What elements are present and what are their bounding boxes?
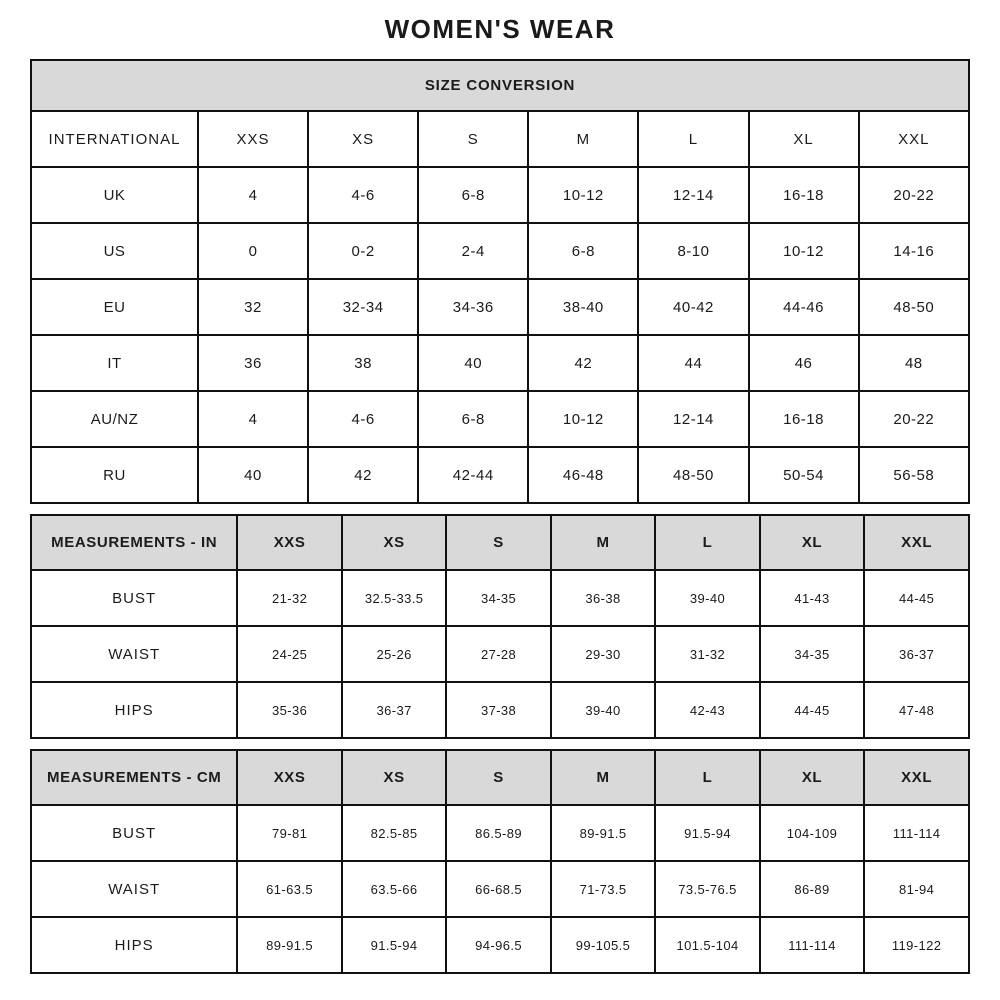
table-cell: 46-48 (528, 447, 638, 503)
table-header-row (31, 515, 969, 570)
table-cell: 16-18 (749, 391, 859, 447)
table-cell: 48 (859, 335, 969, 391)
row-label: HIPS (31, 917, 237, 973)
column-header-m: M (551, 515, 655, 570)
column-header-xxs: XXS (237, 750, 341, 805)
table-cell: 111-114 (864, 805, 969, 861)
table-cell: 39-40 (551, 682, 655, 738)
table-cell: 27-28 (446, 626, 550, 682)
table-row-waist-cm (31, 861, 969, 917)
table-cell: 6-8 (418, 167, 528, 223)
row-label: UK (31, 167, 198, 223)
table-cell: 99-105.5 (551, 917, 655, 973)
table-cell: 73.5-76.5 (655, 861, 759, 917)
table-cell: 94-96.5 (446, 917, 550, 973)
table-cell: 81-94 (864, 861, 969, 917)
column-header-xxs: XXS (237, 515, 341, 570)
table-cell: 91.5-94 (655, 805, 759, 861)
table-cell: 12-14 (638, 391, 748, 447)
table-band-row (31, 60, 969, 111)
table-row-it (31, 335, 969, 391)
table-cell: 38 (308, 335, 418, 391)
table-row-hips-cm (31, 917, 969, 973)
column-header-xxl: XXL (864, 750, 969, 805)
table-row-hips-in (31, 682, 969, 738)
table-cell: 34-36 (418, 279, 528, 335)
table-cell: 0-2 (308, 223, 418, 279)
size-conversion-table (30, 59, 970, 504)
table-cell: 82.5-85 (342, 805, 446, 861)
column-header-international: INTERNATIONAL (31, 111, 198, 167)
table-cell: 36-37 (864, 626, 969, 682)
table-cell: 111-114 (760, 917, 864, 973)
table-cell: 29-30 (551, 626, 655, 682)
table-cell: 91.5-94 (342, 917, 446, 973)
page-title: WOMEN'S WEAR (384, 14, 616, 44)
table-cell: 40-42 (638, 279, 748, 335)
table-cell: 25-26 (342, 626, 446, 682)
column-header-xl: XL (749, 111, 859, 167)
table-cell: 12-14 (638, 167, 748, 223)
table-cell: 89-91.5 (237, 917, 341, 973)
table-cell: 86-89 (760, 861, 864, 917)
table-cell: 41-43 (760, 570, 864, 626)
column-header-l: L (655, 750, 759, 805)
table-cell: 119-122 (864, 917, 969, 973)
table-cell: 16-18 (749, 167, 859, 223)
column-header-xs: XS (308, 111, 418, 167)
table-cell: 66-68.5 (446, 861, 550, 917)
table-row-bust-cm (31, 805, 969, 861)
table-cell: 4-6 (308, 167, 418, 223)
row-label: WAIST (31, 626, 237, 682)
row-label: BUST (31, 570, 237, 626)
table-row-ru (31, 447, 969, 503)
table-cell: 42-44 (418, 447, 528, 503)
table-cell: 35-36 (237, 682, 341, 738)
table-cell: 4 (198, 167, 308, 223)
table-cell: 6-8 (528, 223, 638, 279)
table-row-uk (31, 167, 969, 223)
row-label: EU (31, 279, 198, 335)
table-row-bust-in (31, 570, 969, 626)
column-header-m: M (551, 750, 655, 805)
table-cell: 10-12 (528, 391, 638, 447)
table-cell: 101.5-104 (655, 917, 759, 973)
table-row-waist-in (31, 626, 969, 682)
table-cell: 20-22 (859, 391, 969, 447)
row-label: US (31, 223, 198, 279)
table-cell: 79-81 (237, 805, 341, 861)
table-cell: 44 (638, 335, 748, 391)
column-header-l: L (638, 111, 748, 167)
table-cell: 2-4 (418, 223, 528, 279)
table-cell: 48-50 (638, 447, 748, 503)
table-cell: 32.5-33.5 (342, 570, 446, 626)
table-cell: 36-37 (342, 682, 446, 738)
table-cell: 8-10 (638, 223, 748, 279)
table-cell: 61-63.5 (237, 861, 341, 917)
row-label: AU/NZ (31, 391, 198, 447)
column-header-xs: XS (342, 515, 446, 570)
table-cell: 44-45 (760, 682, 864, 738)
table-cell: 20-22 (859, 167, 969, 223)
table-cell: 32-34 (308, 279, 418, 335)
table-cell: 40 (418, 335, 528, 391)
table-cell: 34-35 (446, 570, 550, 626)
table-cell: 6-8 (418, 391, 528, 447)
column-header-xxl: XXL (859, 111, 969, 167)
table-cell: 38-40 (528, 279, 638, 335)
table-cell: 37-38 (446, 682, 550, 738)
column-header-s: S (446, 750, 550, 805)
row-label: HIPS (31, 682, 237, 738)
table-cell: 42 (528, 335, 638, 391)
table-cell: 42-43 (655, 682, 759, 738)
row-label: BUST (31, 805, 237, 861)
column-header-s: S (418, 111, 528, 167)
column-header-xl: XL (760, 515, 864, 570)
table-cell: 40 (198, 447, 308, 503)
table-cell: 50-54 (749, 447, 859, 503)
table-cell: 71-73.5 (551, 861, 655, 917)
table-cell: 56-58 (859, 447, 969, 503)
table-cell: 10-12 (528, 167, 638, 223)
table-cell: 36-38 (551, 570, 655, 626)
row-label: RU (31, 447, 198, 503)
table-cell: 4 (198, 391, 308, 447)
measurements-in-table (30, 514, 970, 739)
table-cell: 34-35 (760, 626, 864, 682)
table-cell: 14-16 (859, 223, 969, 279)
table-row-aunz (31, 391, 969, 447)
column-header-xl: XL (760, 750, 864, 805)
table-cell: 86.5-89 (446, 805, 550, 861)
table-cell: 46 (749, 335, 859, 391)
size-conversion-band: SIZE CONVERSION (31, 60, 969, 111)
table-cell: 4-6 (308, 391, 418, 447)
table-cell: 24-25 (237, 626, 341, 682)
table-cell: 32 (198, 279, 308, 335)
column-header-measurements-cm: MEASUREMENTS - CM (31, 750, 237, 805)
table-cell: 89-91.5 (551, 805, 655, 861)
table-cell: 44-46 (749, 279, 859, 335)
table-header-row (31, 111, 969, 167)
table-row-eu (31, 279, 969, 335)
table-cell: 48-50 (859, 279, 969, 335)
table-cell: 10-12 (749, 223, 859, 279)
column-header-measurements-in: MEASUREMENTS - IN (31, 515, 237, 570)
column-header-xs: XS (342, 750, 446, 805)
row-label: IT (31, 335, 198, 391)
table-cell: 0 (198, 223, 308, 279)
table-cell: 21-32 (237, 570, 341, 626)
row-label: WAIST (31, 861, 237, 917)
column-header-s: S (446, 515, 550, 570)
table-cell: 36 (198, 335, 308, 391)
table-cell: 47-48 (864, 682, 969, 738)
column-header-l: L (655, 515, 759, 570)
table-cell: 39-40 (655, 570, 759, 626)
table-cell: 44-45 (864, 570, 969, 626)
table-cell: 104-109 (760, 805, 864, 861)
column-header-m: M (528, 111, 638, 167)
table-row-us (31, 223, 969, 279)
table-cell: 31-32 (655, 626, 759, 682)
table-cell: 42 (308, 447, 418, 503)
table-cell: 63.5-66 (342, 861, 446, 917)
column-header-xxs: XXS (198, 111, 308, 167)
measurements-cm-table (30, 749, 970, 974)
column-header-xxl: XXL (864, 515, 969, 570)
table-header-row (31, 750, 969, 805)
